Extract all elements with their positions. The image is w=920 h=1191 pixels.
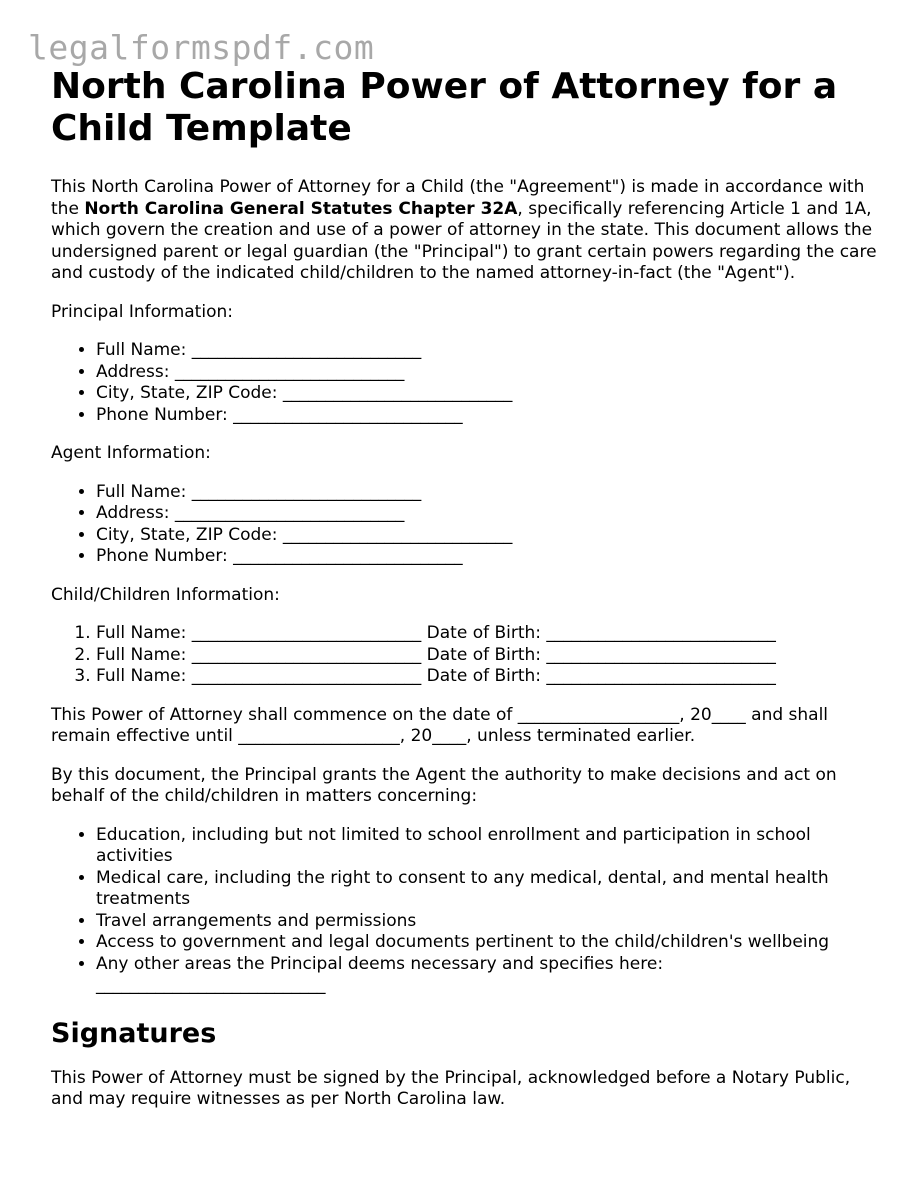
intro-statute-reference: North Carolina General Statutes Chapter 32A [84,198,518,219]
authority-item-other: • Any other areas the Principal deems necessary and specifies here: ___________________________ [96,954,881,997]
principal-phone-field: • Phone Number: ___________________________ [96,405,881,427]
principal-address-field: • Address: ___________________________ [96,362,881,384]
principal-fields-list [51,340,881,426]
authority-intro: By this document, the Principal grants the Agent the authority to make decisions and act on behalf of the child/children in matters concerning: [51,764,837,806]
signatures-paragraph: This Power of Attorney must be signed by the Principal, acknowledged before a Notary Public, and may require witnesses as per North Carolina law. [51,1067,851,1109]
principal-city-state-zip-field: • City, State, ZIP Code: ___________________________ [96,383,881,405]
authority-item-education: • Education, including but not limited to school enrollment and participation in school activities [96,825,881,868]
children-list [51,623,881,688]
document-title: North Carolina Power of Attorney for a Child Template [51,66,838,149]
document-page [51,66,881,1111]
authority-item-documents: • Access to government and legal documents pertinent to the child/children's wellbeing [96,932,881,954]
intro-paragraph [51,177,881,285]
authority-item-medical: • Medical care, including the right to consent to any medical, dental, and mental health treatments [96,868,881,911]
authority-list [51,825,881,997]
principal-full-name-field: • Full Name: ___________________________ [96,340,881,362]
term-paragraph: This Power of Attorney shall commence on the date of ___________________, 20____ and shall remain effective until ___________________, 20____, unless terminated earlier. [51,704,829,746]
signatures-heading: Signatures [51,1017,217,1049]
child-row: 3. Full Name: ___________________________ Date of Birth: ___________________________ [96,666,881,688]
authority-item-travel: • Travel arrangements and permissions [96,911,881,933]
agent-address-field: • Address: ___________________________ [96,503,881,525]
intro-text-after: , specifically referencing Article 1 and 1A, which govern the creation and use of a power of attorney in the state. This document allows the undersigned parent or legal guardian (the "Principal") to grant certain powers regarding the care and custody of the indicated child/children to the named attorney-in-fact (the "Agent"). [51,198,877,283]
agent-city-state-zip-field: • City, State, ZIP Code: ___________________________ [96,525,881,547]
child-row: 2. Full Name: ___________________________ Date of Birth: ___________________________ [96,645,881,667]
agent-fields-list [51,482,881,568]
children-heading: Child/Children Information: [51,584,280,605]
child-row: 1. Full Name: ___________________________ Date of Birth: ___________________________ [96,623,881,645]
agent-phone-field: • Phone Number: ___________________________ [96,546,881,568]
agent-full-name-field: • Full Name: ___________________________ [96,482,881,504]
watermark: legalformspdf.com [28,28,375,67]
principal-heading: Principal Information: [51,301,233,322]
agent-heading: Agent Information: [51,443,211,463]
intro-text-before: This North Carolina Power of Attorney for a Child (the "Agreement") is made in accordance with the [51,177,865,219]
